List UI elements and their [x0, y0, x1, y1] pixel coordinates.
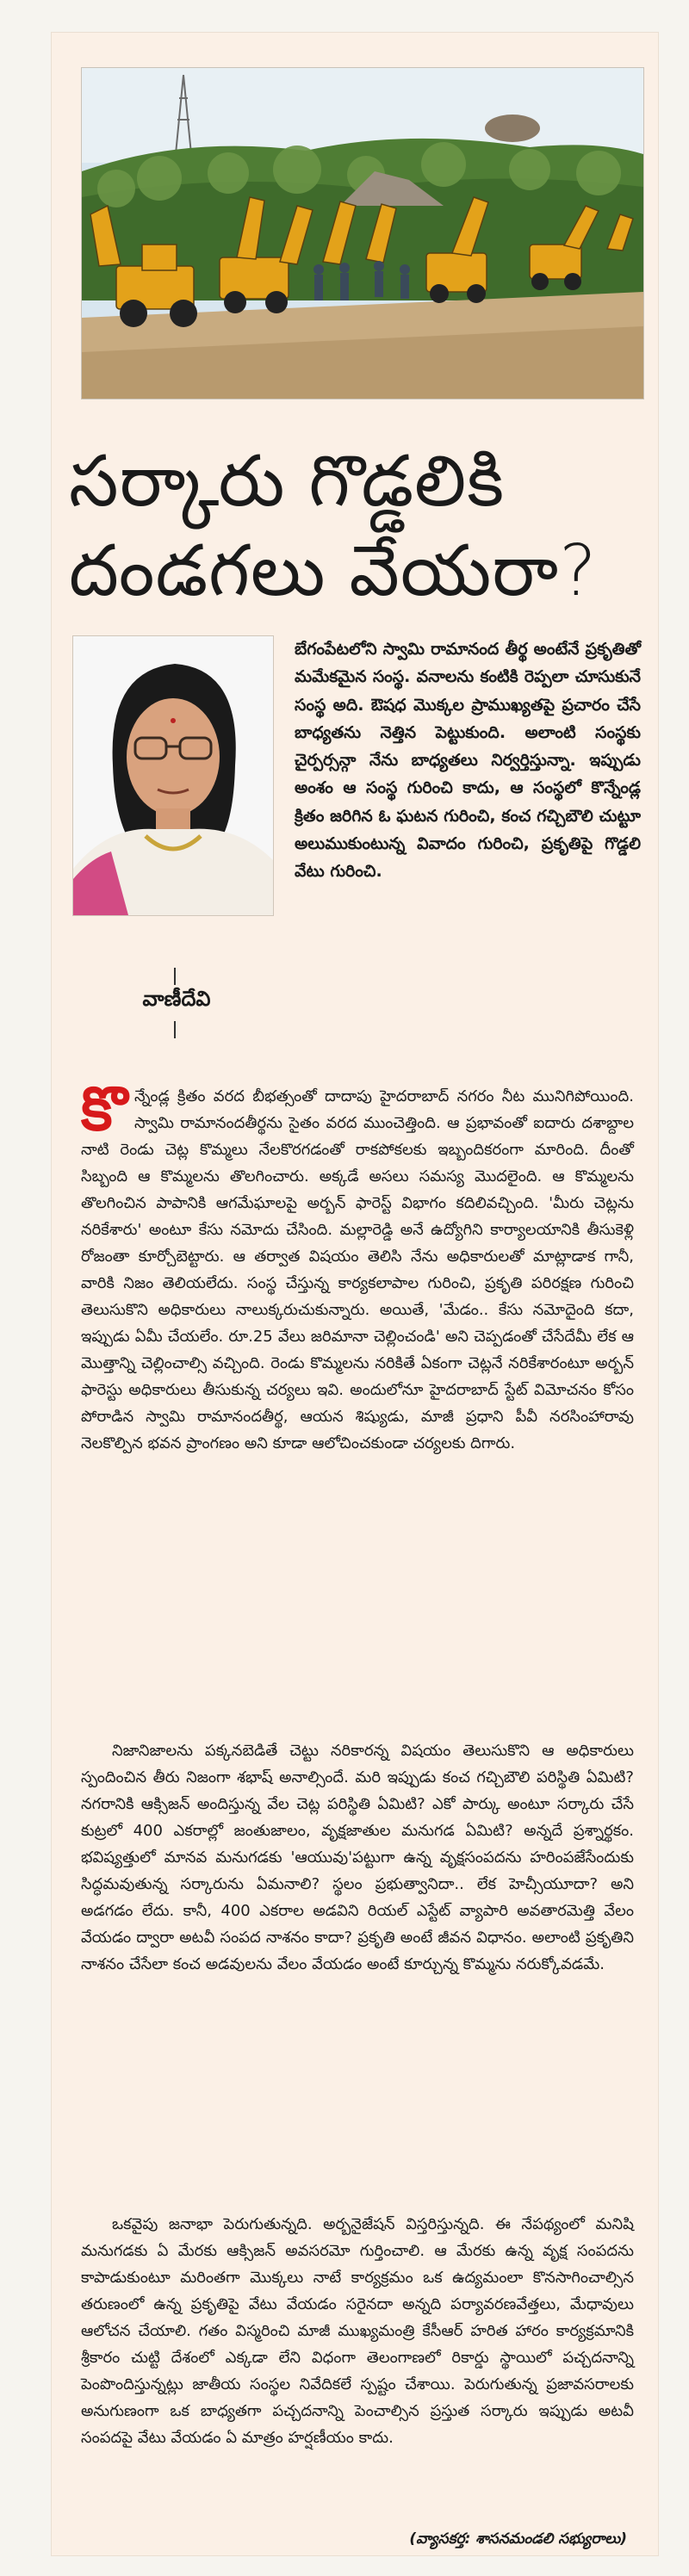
headline-line-1: సర్కారు గొడ్డలికి: [69, 441, 506, 523]
intro-paragraph: బేగంపేటలోని స్వామి రామానంద తీర్థ అంటేనే ప్రకృతితో మమేకమైన సంస్థ. వనాలను కంటికి రెప్పలా చూసుకునే సంస్థ అది. ఔషధ మొక్కల ప్రాముఖ్యతపై ప్రచారం చేసే బాధ్యతను నెత్తిన పెట్టుకుంది. అలాంటి సంస్థకు చైర్పర్సన్గా నేను బాధ్యతలు నిర్వర్తిస్తున్నా. ఇప్పుడు అంశం ఆ సంస్థ గురించి కాదు, ఆ సంస్థలో కొన్నేండ్ల క్రితం జరిగిన ఓ ఘటన గురించి, కంచ గచ్చిబౌలి చుట్టూ అలుముకుంటున్న వివాదం గురించి, ప్రకృతిపై గొడ్డలి వేటు గురించి.: [295, 640, 641, 882]
author-portrait-illustration: [73, 636, 273, 915]
excavators-photo: [81, 67, 644, 399]
body-paragraph-2: నిజానిజాలను పక్కనబెడితే చెట్టు నరికారన్న విషయం తెలుసుకొని ఆ అధికారులు స్పందించిన తీరు నిజంగా శభాష్ అనాల్సిందే. మరి ఇప్పుడు కంచ గచ్చిబౌలి పరిస్థితి ఏమిటి? నగరానికి ఆక్సిజన్ అందిస్తున్న వేల చెట్ల పరిస్థితి ఏమిటి? ఎకో పార్కు అంటూ సర్కారు చేసే కుట్రలో 400 ఎకరాల్లో జంతుజాలం, వృక్షజాతుల మనుగడ ఏమిటి? అన్నదే ప్రశ్నార్థకం. భవిష్యత్తులో మానవ మనుగడకు 'ఆయువు'పట్టుగా ఉన్న వృక్షసంపదను హరింపజేసేందుకు సిద్ధమవుతున్న సర్కారును ఏమనాలి? స్థలం ప్రభుత్వానిదా.. లేక హెచ్సీయూదా? అని అడగడం లేదు. కానీ, 400 ఎకరాల అడవిని రియల్ ఎస్టేట్ వ్యాపారి అవతారమెత్తి వేలం వేయడం ద్వారా అటవీ సంపద నాశనం కాదా? ప్రకృతి అంటే జీవన విధానం. అలాంటి ప్రకృతిని నాశనం చేసేలా కంచ అడవులను వేలం వేయడం అంటే కూర్చున్న కొమ్మను నరుక్కోవడమే.: [81, 1742, 634, 1973]
headline-line-2: దండగలు వేయరా?: [69, 530, 598, 612]
body-paragraph-3: ఒకవైపు జనాభా పెరుగుతున్నది. అర్బనైజేషన్ విస్తరిస్తున్నది. ఈ నేపథ్యంలో మనిషి మనుగడకు ఏ మేరకు ఆక్సిజన్ అవసరమో గుర్తించాలి. ఆ మేరకు ఉన్న వృక్ష సంపదను కాపాడుకుంటూ మరింతగా మొక్కలు నాటే కార్యక్రమం ఒక ఉద్యమంలా కొనసాగించాల్సిన తరుణంలో ఉన్న ప్రకృతిపై వేటు వేయడం సరైనదా అన్నది పర్యావరణవేత్తలు, మేధావులు ఆలోచన చేయాలి. గతం విస్మరించి మాజీ ముఖ్యమంత్రి కేసీఆర్ హరిత హారం కార్యక్రమానికి శ్రీకారం చుట్టి దేశంలో ఎక్కడా లేని విధంగా తెలంగాణలో రికార్డు స్థాయిలో పచ్చదనాన్ని పెంపొందిస్తున్నట్లు జాతీయ సంస్థల నివేదికలే స్పష్టం చేశాయి. పెరుగుతున్న ప్రజావసరాలకు అనుగుణంగా ఒక బాధ్యతగా పచ్చదనాన్ని పెంచాల్సిన ప్రస్తుత సర్కారు ఇప్పుడు అటవీ సంపదపై వేటు వేయడం ఏ మాత్రం హర్షణీయం కాదు.: [81, 2215, 634, 2447]
author-divider-top: [174, 968, 176, 985]
excavators-illustration: [82, 68, 643, 399]
newspaper-page: [52, 33, 658, 2555]
headline: [69, 437, 663, 616]
author-divider-bottom: [174, 1021, 176, 1038]
body-paragraph-1: [81, 1074, 634, 1457]
author-name: వాణీదేవి: [142, 987, 211, 1011]
author-portrait: [72, 635, 274, 916]
drop-cap: కొ: [81, 1074, 128, 1144]
author-credit: (వ్యాసకర్త: శాసనమండలి సభ్యురాలు): [409, 2530, 627, 2548]
body-paragraph-1-text: న్నేండ్ల క్రితం వరద బీభత్సంతో దాదాపు హైదరాబాద్ నగరం నీట మునిగిపోయింది. స్వామి రామానందతీర్థను సైతం వరద ముంచెత్తింది. ఆ ప్రభావంతో ఐదారు దశాబ్దాల నాటి రెండు చెట్ల కొమ్మలు నేలకొరగడంతో రాకపోకలకు ఇబ్బందికరంగా మారింది. దీంతో సిబ్బంది ఆ కొమ్మలను తొలగించారు. అక్కడే అసలు సమస్య మొదలైంది. ఆ కొమ్మలను తొలగించిన పాపానికి ఆగమేఘాలపై అర్బన్ ఫారెస్ట్ విభాగం కదిలివచ్చింది. 'మీరు చెట్లను నరికేశారు' అంటూ కేసు నమోదు చేసింది. మల్లారెడ్డి అనే ఉద్యోగిని కార్యాలయానికి తీసుకెళ్లి రోజంతా కూర్చోబెట్టారు. ఆ తర్వాత విషయం తెలిసి నేను అధికారులతో మాట్లాడాక గానీ, వారికి నిజం తెలియలేదు. సంస్థ చేస్తున్న కార్యకలాపాల గురించి, ప్రకృతి పరిరక్షణ గురించి తెలుసుకొని అధికారులు నాలుక్కరుచుకున్నారు. అయితే, 'మేడం.. కేసు నమోదైంది కదా, ఇప్పుడు ఏమీ చేయలేం. రూ.25 వేలు జరిమానా చెల్లించండి' అని చెప్పడంతో చేసేదేమీ లేక ఆ మొత్తాన్ని చెల్లించాల్సి వచ్చింది. రెండు కొమ్మలను నరికితే ఏకంగా చెట్లనే నరికేశారంటూ అర్బన్ ఫారెస్టు అధికారులు తీసుకున్న చర్యలు ఇవి. అందులోనూ హైదరాబాద్ స్టేట్ విమోచనం కోసం పోరాడిన స్వామి రామానందతీర్థ, ఆయన శిష్యుడు, మాజీ ప్రధాని పీవీ నరసింహారావు నెలకొల్పిన భవన ప్రాంగణం అని కూడా ఆలోచించకుండా చర్యలకు దిగారు.: [81, 1087, 634, 1452]
